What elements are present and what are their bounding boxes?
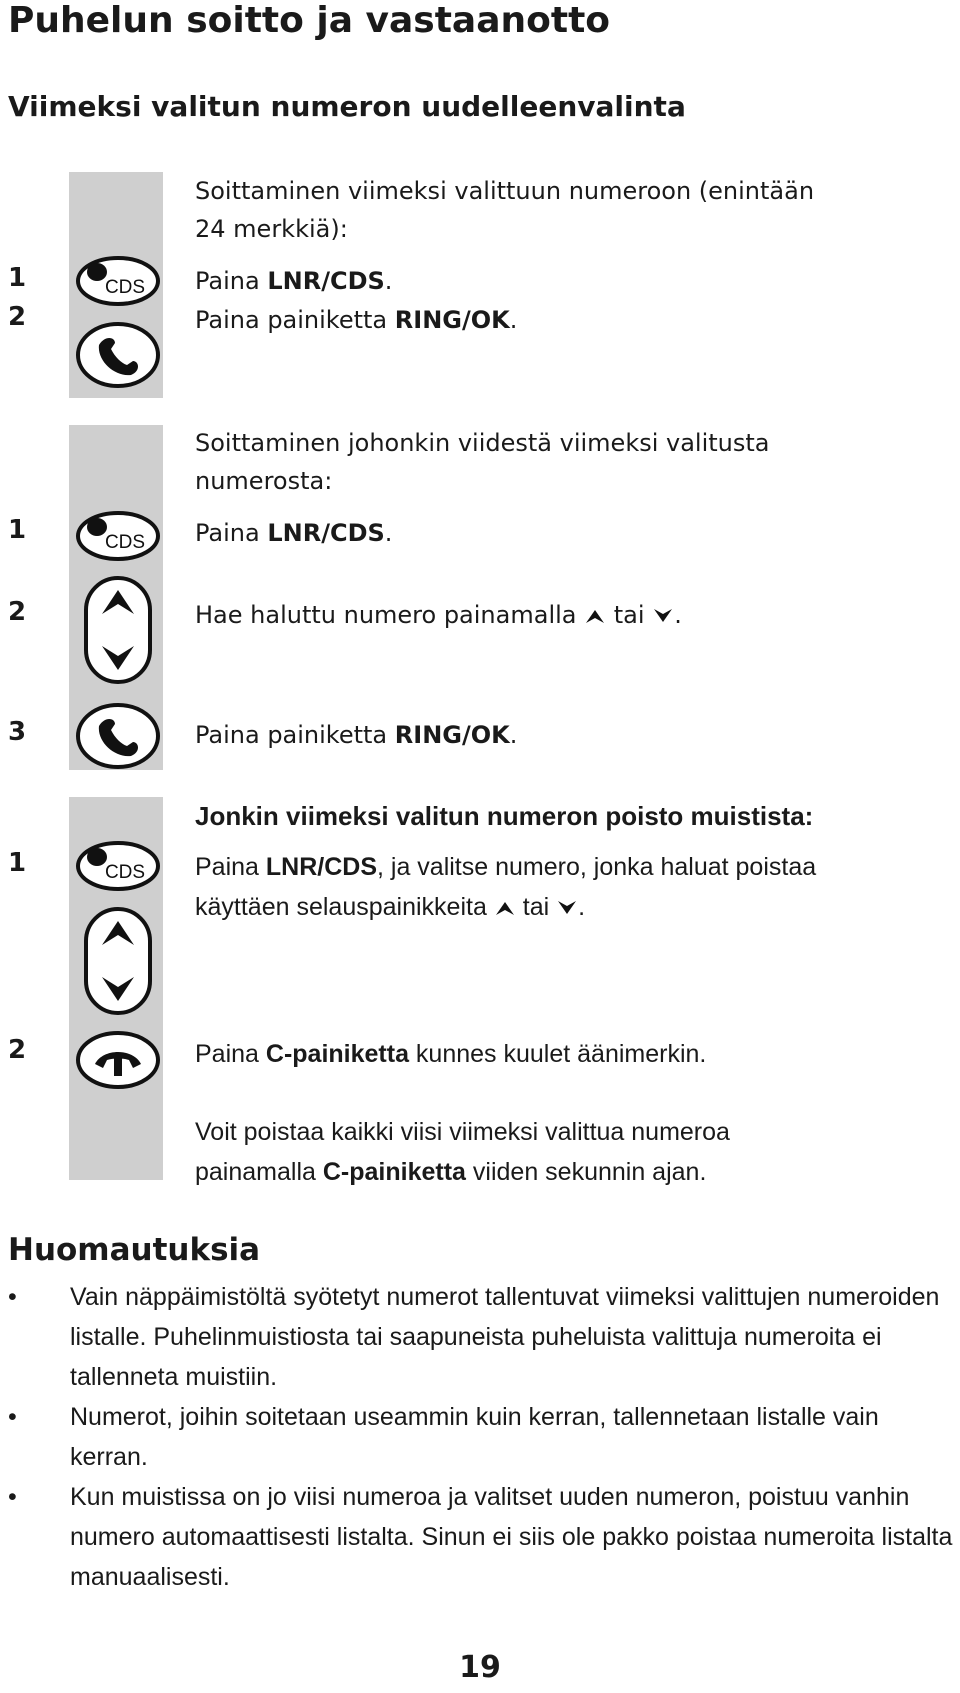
notes-list xyxy=(8,1277,953,1597)
bullet: • xyxy=(8,1283,17,1311)
svg-text:CDS: CDS xyxy=(104,862,146,883)
block3-step1-text: Paina LNR/CDS, ja valitse numero, jonka haluat poistaa xyxy=(195,853,817,881)
block2-intro-line1: Soittaminen johonkin viidestä viimeksi valitusta xyxy=(195,429,770,457)
block2-step2-text: Hae haluttu numero painamalla tai . xyxy=(195,601,682,629)
block3-heading: Jonkin viimeksi valitun numeron poisto muistista: xyxy=(195,801,814,831)
step-number: 2 xyxy=(8,1035,27,1065)
bullet: • xyxy=(8,1403,17,1431)
step-number: 1 xyxy=(8,515,27,545)
block2-step3-text: Paina painiketta RING/OK. xyxy=(195,721,518,749)
step-number: 2 xyxy=(8,597,27,627)
svg-text:CDS: CDS xyxy=(104,532,146,553)
section-title: Viimeksi valitun numeron uudelleenvalinta xyxy=(8,90,686,123)
ring-ok-icon xyxy=(75,702,161,770)
c-clear-button-icon xyxy=(75,1030,161,1090)
block3-note-line2: painamalla C-painiketta viiden sekunnin ajan. xyxy=(195,1158,707,1186)
block1-step1-text: Paina LNR/CDS. xyxy=(195,267,393,295)
block1-intro-line1: Soittaminen viimeksi valittuun numeroon (enintään xyxy=(195,177,815,205)
list-item: • Numerot, joihin soitetaan useammin kuin kerran, tallennetaan listalle vain kerran. xyxy=(8,1397,953,1477)
block1-step2-text: Paina painiketta RING/OK. xyxy=(195,306,518,334)
navigation-up-down-button xyxy=(82,905,154,1017)
notes-heading: Huomautuksia xyxy=(8,1232,261,1268)
page-title: Puhelun soitto ja vastaanotto xyxy=(8,0,611,41)
list-item: • Kun muistissa on jo viisi numeroa ja valitset uuden numeron, poistuu vanhin numero automaattisesti listalta. Sinun ei siis ole pakko poistaa numeroita listalta manuaalisesti. xyxy=(8,1477,953,1597)
block3-note-line1: Voit poistaa kaikki viisi viimeksi valittua numeroa xyxy=(195,1118,730,1146)
step-number: 3 xyxy=(8,717,27,747)
lnr-cds-icon xyxy=(75,840,161,892)
ring-ok-icon xyxy=(75,321,161,389)
bullet: • xyxy=(8,1483,17,1511)
block3-step2-text: Paina C-painiketta kunnes kuulet äänimerkin. xyxy=(195,1040,707,1068)
step-number: 1 xyxy=(8,263,27,293)
down-arrow-icon xyxy=(556,899,578,917)
block2-intro-line2: numerosta: xyxy=(195,467,333,495)
block2-step1-text: Paina LNR/CDS. xyxy=(195,519,393,547)
list-item: • Vain näppäimistöltä syötetyt numerot tallentuvat viimeksi valittujen numeroiden listalle. Puhelinmuistiosta tai saapuneista puheluista valittuja numeroita ei tallenneta muistiin. xyxy=(8,1277,953,1397)
up-arrow-icon xyxy=(584,607,606,625)
page-number: 19 xyxy=(459,1650,501,1685)
svg-text:CDS: CDS xyxy=(104,277,146,298)
navigation-up-down-button xyxy=(82,574,154,686)
step-number: 1 xyxy=(8,848,27,878)
down-arrow-icon xyxy=(652,607,674,625)
up-arrow-icon xyxy=(494,899,516,917)
lnr-cds-icon xyxy=(75,510,161,562)
step-number: 2 xyxy=(8,302,27,332)
block3-step1-line2: käyttäen selauspainikkeita tai . xyxy=(195,893,586,921)
lnr-cds-icon xyxy=(75,255,161,307)
block1-intro-line2: 24 merkkiä): xyxy=(195,215,348,243)
